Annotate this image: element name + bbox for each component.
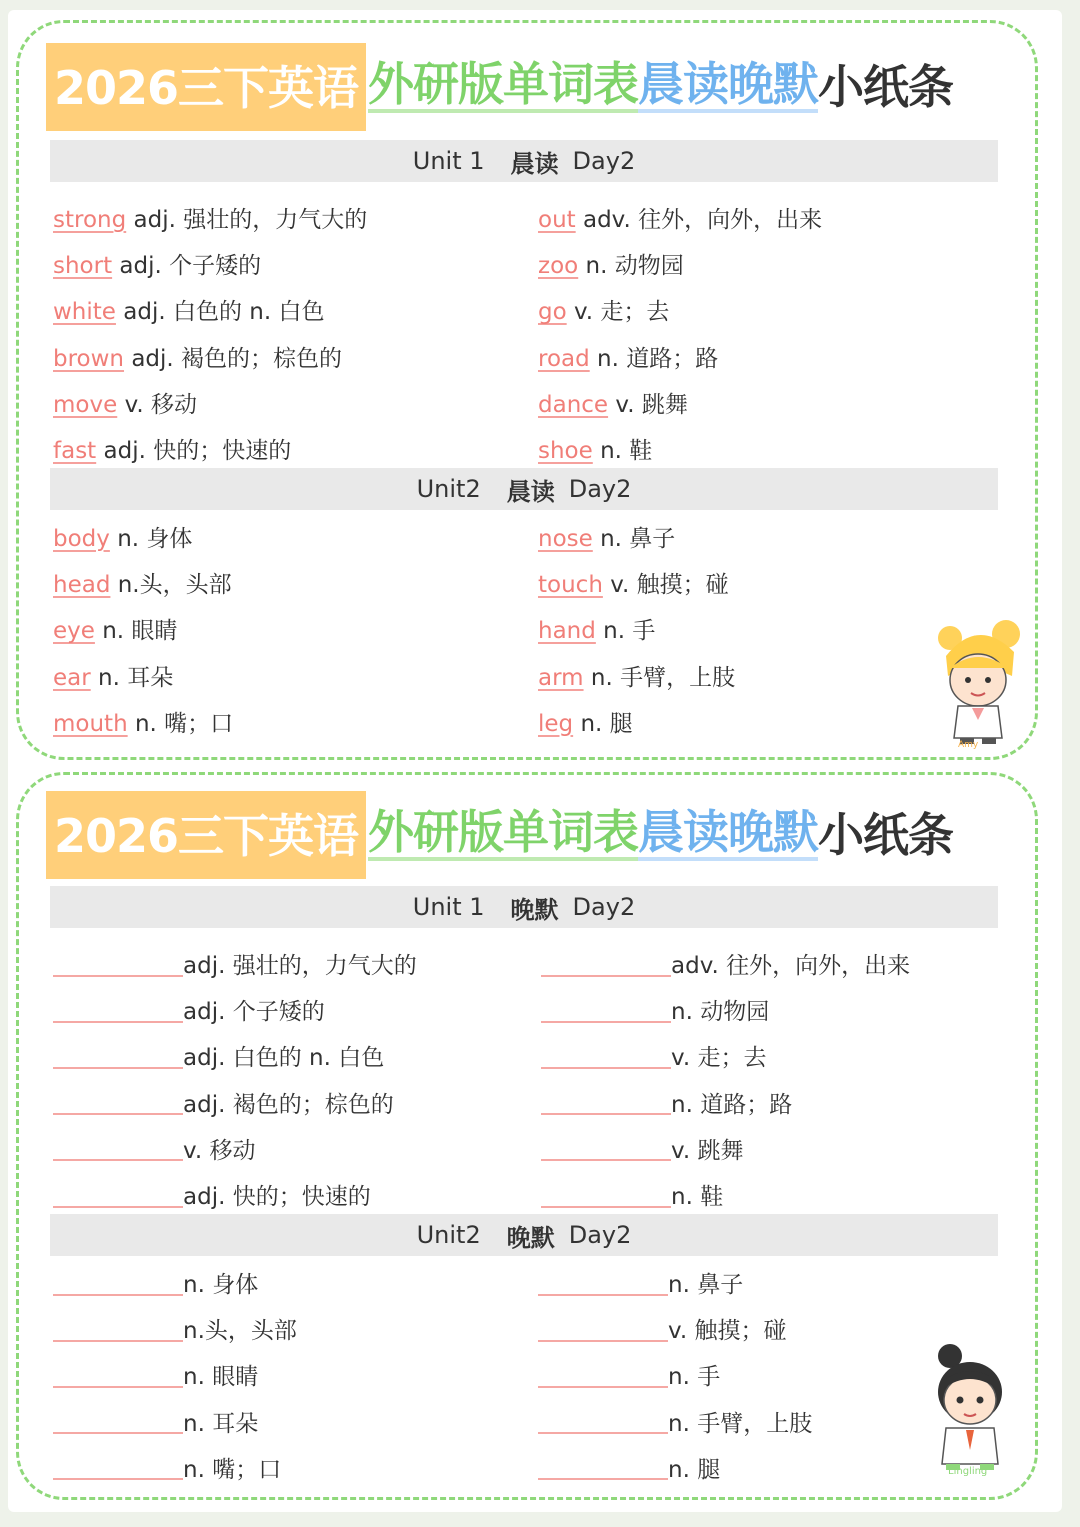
morning-unit1-header [50, 140, 998, 182]
dictation-row [538, 1270, 743, 1300]
word-meaning: n.头，头部 [117, 572, 232, 599]
title-part-2: 外研版单词表 [368, 57, 639, 111]
word-meaning: n. 手臂，上肢 [668, 1410, 813, 1437]
word-meaning: n. 嘴；口 [134, 710, 234, 737]
answer-blank[interactable] [541, 1049, 671, 1069]
amy-avatar-icon [928, 616, 1028, 756]
word-row [53, 297, 324, 327]
word-meaning: adj. 强壮的，力气大的 [183, 953, 417, 979]
english-word: touch [538, 572, 603, 599]
dictation-row [541, 1136, 743, 1166]
word-meaning: n. 动物园 [585, 253, 684, 280]
word-meaning: n.头，头部 [183, 1318, 297, 1345]
word-meaning: n. 手 [668, 1364, 721, 1391]
mode-label: 晨读 [510, 149, 559, 178]
word-meaning: v. 移动 [183, 1137, 256, 1164]
answer-blank[interactable] [53, 1322, 183, 1342]
dictation-row [53, 997, 325, 1027]
word-meaning: n. 身体 [117, 526, 193, 552]
english-word: head [53, 572, 111, 599]
lingling-avatar-icon [920, 1340, 1020, 1480]
word-row [538, 616, 655, 646]
answer-blank[interactable] [541, 957, 671, 977]
word-meaning: adj. 快的；快速的 [103, 438, 292, 464]
word-meaning: v. 跳舞 [671, 1137, 744, 1164]
morning-unit2-header [50, 468, 998, 510]
dictation-row [538, 1316, 786, 1346]
english-word: nose [538, 526, 593, 552]
answer-blank[interactable] [53, 957, 183, 977]
mode-label: 晨读 [506, 477, 555, 506]
word-meaning: adj. 白色的 n. 白色 [123, 299, 325, 326]
dictation-row [541, 997, 769, 1027]
word-meaning: n. 鞋 [671, 1184, 724, 1210]
dictation-row [53, 1270, 258, 1300]
word-row [53, 616, 177, 646]
english-word: short [53, 253, 113, 280]
answer-blank[interactable] [538, 1322, 668, 1342]
word-meaning: adv. 往外，向外，出来 [582, 207, 823, 233]
word-row [538, 390, 688, 420]
dictation-row [53, 1316, 297, 1346]
word-row [53, 436, 291, 466]
dictation-row [53, 951, 417, 981]
answer-blank[interactable] [53, 1188, 183, 1208]
title-part-1: 2026三下英语 [46, 43, 366, 131]
english-word: dance [538, 391, 609, 418]
english-word: road [538, 345, 590, 372]
word-row [538, 663, 735, 693]
mode-label: 晚默 [510, 895, 559, 924]
unit-label: Unit 1 [412, 893, 485, 921]
english-word: fast [53, 438, 97, 464]
morning-title [46, 42, 953, 132]
word-meaning: n. 耳朵 [98, 664, 174, 691]
word-meaning: v. 走；去 [671, 1045, 767, 1072]
unit-label: Unit2 [416, 475, 481, 503]
word-row [538, 297, 669, 327]
english-word: brown [53, 345, 125, 372]
evening-unit2-header [50, 1214, 998, 1256]
word-row [538, 570, 729, 600]
word-meaning: v. 触摸；碰 [668, 1318, 787, 1345]
word-row [53, 390, 197, 420]
dictation-row [541, 1043, 766, 1073]
answer-blank[interactable] [53, 1003, 183, 1023]
answer-blank[interactable] [541, 1188, 671, 1208]
dictation-row [53, 1455, 281, 1485]
word-meaning: n. 道路；路 [597, 345, 719, 372]
english-word: mouth [53, 710, 128, 737]
dictation-row [541, 1090, 792, 1120]
word-meaning: adj. 个子矮的 [119, 253, 262, 280]
title-part-4: 小纸条 [818, 60, 954, 114]
word-meaning: adj. 快的；快速的 [183, 1184, 371, 1210]
title-part-1: 2026三下英语 [46, 791, 366, 879]
day-label: Day2 [572, 893, 636, 921]
english-word: shoe [538, 438, 593, 464]
word-row [538, 436, 652, 466]
word-meaning: adj. 褐色的；棕色的 [183, 1091, 394, 1118]
dictation-row [541, 951, 910, 981]
answer-blank[interactable] [53, 1049, 183, 1069]
word-row [53, 663, 173, 693]
word-row [53, 251, 261, 281]
answer-blank[interactable] [53, 1276, 183, 1296]
english-word: white [53, 299, 116, 326]
evening-unit1-header [50, 886, 998, 928]
word-meaning: n. 身体 [183, 1272, 259, 1298]
mode-label: 晚默 [506, 1223, 555, 1252]
english-word: strong [53, 207, 127, 233]
word-meaning: n. 动物园 [671, 999, 770, 1026]
amy-label: Amy [958, 740, 979, 750]
answer-blank[interactable] [53, 1460, 183, 1480]
word-meaning: adj. 褐色的；棕色的 [131, 345, 343, 372]
word-meaning: v. 触摸；碰 [610, 572, 729, 599]
title-part-4: 小纸条 [818, 808, 954, 862]
word-meaning: adv. 往外，向外，出来 [671, 953, 911, 979]
word-meaning: n. 鼻子 [600, 526, 676, 552]
evening-title [46, 790, 953, 880]
unit-label: Unit2 [416, 1221, 481, 1249]
word-meaning: n. 眼睛 [102, 618, 178, 645]
lingling-label: Lingling [948, 1466, 988, 1477]
word-row [538, 251, 684, 281]
word-row [538, 709, 633, 739]
answer-blank[interactable] [53, 1414, 183, 1434]
answer-blank[interactable] [538, 1276, 668, 1296]
word-meaning: n. 鞋 [600, 438, 653, 464]
dictation-row [538, 1362, 720, 1392]
dictation-row [53, 1409, 258, 1439]
word-meaning: n. 手 [603, 618, 656, 645]
word-row [538, 344, 718, 374]
day-label: Day2 [568, 1221, 632, 1249]
answer-blank[interactable] [541, 1003, 671, 1023]
word-row [538, 524, 675, 554]
word-meaning: n. 腿 [580, 710, 633, 737]
english-word: eye [53, 618, 95, 645]
english-word: body [53, 526, 110, 552]
title-part-3: 晨读晚默 [638, 57, 819, 111]
answer-blank[interactable] [53, 1141, 183, 1161]
dictation-row [541, 1182, 723, 1212]
word-row [538, 205, 822, 235]
answer-blank[interactable] [541, 1095, 671, 1115]
word-meaning: v. 移动 [124, 391, 198, 418]
day-label: Day2 [568, 475, 632, 503]
answer-blank[interactable] [538, 1414, 668, 1434]
word-meaning: n. 道路；路 [671, 1091, 793, 1118]
title-part-2: 外研版单词表 [368, 805, 639, 859]
word-meaning: adj. 个子矮的 [183, 999, 325, 1026]
word-meaning: n. 耳朵 [183, 1410, 259, 1437]
english-word: ear [53, 664, 91, 691]
title-part-3: 晨读晚默 [638, 805, 819, 859]
answer-blank[interactable] [538, 1368, 668, 1388]
word-meaning: v. 跳舞 [615, 391, 688, 418]
dictation-row [538, 1455, 720, 1485]
dictation-row [53, 1043, 384, 1073]
answer-blank[interactable] [538, 1460, 668, 1480]
word-meaning: n. 眼睛 [183, 1364, 259, 1391]
day-label: Day2 [572, 147, 636, 175]
english-word: go [538, 299, 567, 326]
word-meaning: v. 走；去 [573, 299, 670, 326]
word-row [53, 524, 192, 554]
english-word: out [538, 207, 576, 233]
word-row [53, 344, 342, 374]
word-meaning: adj. 白色的 n. 白色 [183, 1045, 385, 1072]
dictation-row [53, 1090, 394, 1120]
answer-blank[interactable] [53, 1095, 183, 1115]
dictation-row [53, 1136, 255, 1166]
word-meaning: n. 手臂，上肢 [590, 664, 736, 691]
unit-label: Unit 1 [412, 147, 485, 175]
word-row [53, 205, 367, 235]
english-word: arm [538, 664, 584, 691]
dictation-row [538, 1409, 812, 1439]
word-row [53, 709, 233, 739]
answer-blank[interactable] [541, 1141, 671, 1161]
english-word: zoo [538, 253, 579, 280]
word-meaning: n. 鼻子 [668, 1272, 744, 1298]
dictation-row [53, 1182, 371, 1212]
word-row [53, 570, 232, 600]
english-word: hand [538, 618, 596, 645]
word-meaning: n. 嘴；口 [183, 1456, 282, 1483]
dictation-row [53, 1362, 258, 1392]
word-meaning: n. 腿 [668, 1456, 721, 1483]
english-word: move [53, 391, 118, 418]
word-meaning: adj. 强壮的，力气大的 [133, 207, 368, 233]
answer-blank[interactable] [53, 1368, 183, 1388]
english-word: leg [538, 710, 574, 737]
